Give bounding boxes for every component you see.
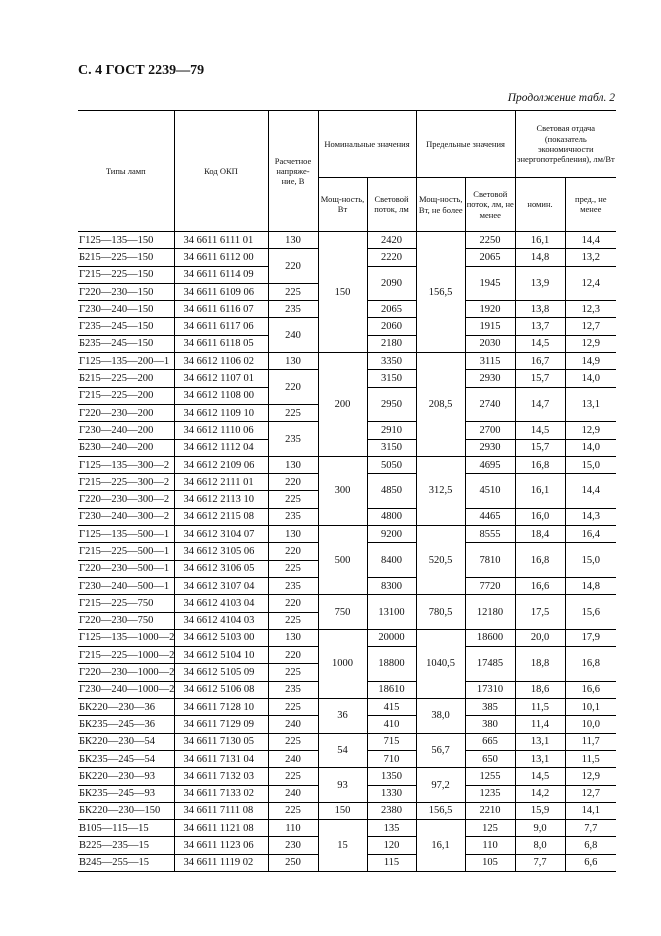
efficacy-nominal-cell: 14,5 [515,768,565,785]
nominal-flux-cell: 18610 [367,681,416,698]
nominal-flux-cell: 415 [367,699,416,716]
efficacy-limit-cell: 10,0 [565,716,616,733]
okp-code-cell: 34 6611 1123 06 [174,837,268,854]
header-limit-power: Мощ-ность, Вт, не более [417,178,467,231]
nominal-flux-cell: 715 [367,733,416,750]
design-voltage-cell: 225 [268,283,318,300]
limit-power-cell: 520,5 [416,526,465,595]
okp-code-cell: 34 6611 6114 09 [174,266,268,283]
efficacy-limit-cell: 14,1 [565,802,616,819]
limit-flux-cell: 105 [465,854,515,871]
efficacy-limit-cell: 14,3 [565,508,616,525]
design-voltage-cell: 225 [268,664,318,681]
okp-code-cell: 34 6611 6109 06 [174,283,268,300]
efficacy-nominal-cell: 7,7 [515,854,565,871]
table-continuation-note: Продолжение табл. 2 [507,92,615,104]
design-voltage-cell: 230 [268,837,318,854]
design-voltage-cell: 220 [268,647,318,664]
table-row [78,802,616,819]
page-title: С. 4 ГОСТ 2239—79 [78,63,205,78]
efficacy-nominal-cell: 14,5 [515,335,565,352]
limit-flux-cell: 1235 [465,785,515,802]
efficacy-limit-cell: 11,7 [565,733,616,750]
design-voltage-cell: 225 [268,733,318,750]
okp-code-cell: 34 6611 6111 01 [174,232,268,249]
lamp-type-cell: Г235—245—150 [78,318,174,335]
limit-flux-cell: 17485 [465,647,515,682]
lamp-type-cell: БК235—245—36 [78,716,174,733]
efficacy-nominal-cell: 11,5 [515,699,565,716]
design-voltage-cell: 235 [268,301,318,318]
okp-code-cell: 34 6612 1112 04 [174,439,268,456]
limit-power-cell: 16,1 [416,820,465,872]
okp-code-cell: 34 6612 4103 04 [174,595,268,612]
design-voltage-cell: 130 [268,526,318,543]
lamp-type-cell: Г220—230—300—2 [78,491,174,508]
efficacy-limit-cell: 15,6 [565,595,616,630]
limit-flux-cell: 4465 [465,508,515,525]
header-efficacy-nominal: номин. [515,177,565,231]
nominal-flux-cell: 115 [367,854,416,871]
okp-code-cell: 34 6612 4104 03 [174,612,268,629]
header-limit-flux: Световой поток, лм, не менее [466,189,514,220]
okp-code-cell: 34 6612 1106 02 [174,353,268,370]
limit-flux-cell: 7720 [465,577,515,594]
efficacy-nominal-cell: 20,0 [515,629,565,646]
limit-flux-cell: 12180 [465,595,515,630]
lamp-type-cell: Г215—225—750 [78,595,174,612]
okp-code-cell: 34 6612 1110 06 [174,422,268,439]
okp-code-cell: 34 6612 3104 07 [174,526,268,543]
design-voltage-cell: 235 [268,422,318,457]
nominal-power-cell: 300 [318,456,367,525]
efficacy-nominal-cell: 15,7 [515,439,565,456]
nominal-flux-cell: 18800 [367,647,416,682]
design-voltage-cell: 225 [268,404,318,421]
nominal-flux-cell: 2950 [367,387,416,422]
efficacy-limit-cell: 15,0 [565,543,616,578]
header-nominal-values: Номинальные значения [318,111,416,178]
header-efficacy-limit: пред., не менее [565,177,616,231]
nominal-flux-cell: 2910 [367,422,416,439]
efficacy-nominal-cell: 8,0 [515,837,565,854]
limit-flux-cell: 650 [465,750,515,767]
okp-code-cell: 34 6612 5104 10 [174,647,268,664]
limit-flux-cell: 7810 [465,543,515,578]
efficacy-nominal-cell: 15,7 [515,370,565,387]
limit-flux-cell: 2930 [465,370,515,387]
design-voltage-cell: 130 [268,629,318,646]
efficacy-nominal-cell: 13,7 [515,318,565,335]
okp-code-cell: 34 6612 5103 00 [174,629,268,646]
lamp-type-cell: Г215—225—1000—2 [78,647,174,664]
nominal-flux-cell: 3350 [367,353,416,370]
limit-flux-cell: 1255 [465,768,515,785]
design-voltage-cell: 220 [268,595,318,612]
limit-flux-cell: 2930 [465,439,515,456]
limit-flux-cell: 2030 [465,335,515,352]
nominal-flux-cell: 2380 [367,802,416,819]
efficacy-nominal-cell: 18,6 [515,681,565,698]
design-voltage-cell: 240 [268,318,318,353]
okp-code-cell: 34 6612 1109 10 [174,404,268,421]
limit-flux-cell: 8555 [465,526,515,543]
okp-code-cell: 34 6611 7131 04 [174,750,268,767]
lamp-type-cell: БК220—230—54 [78,733,174,750]
design-voltage-cell: 240 [268,750,318,767]
design-voltage-cell: 250 [268,854,318,871]
nominal-flux-cell: 3150 [367,439,416,456]
limit-flux-cell: 2700 [465,422,515,439]
efficacy-limit-cell: 14,9 [565,353,616,370]
efficacy-limit-cell: 6,8 [565,837,616,854]
limit-flux-cell: 18600 [465,629,515,646]
table-row [78,456,616,473]
okp-code-cell: 34 6612 5105 09 [174,664,268,681]
nominal-power-cell: 500 [318,526,367,595]
header-lamp-types: Типы ламп [78,111,174,232]
efficacy-nominal-cell: 14,2 [515,785,565,802]
efficacy-limit-cell: 12,4 [565,266,616,301]
lamp-type-cell: Г230—240—150 [78,301,174,318]
table-row [78,595,616,612]
limit-flux-cell: 1920 [465,301,515,318]
efficacy-limit-cell: 6,6 [565,854,616,871]
okp-code-cell: 34 6611 6118 05 [174,335,268,352]
efficacy-nominal-cell: 17,5 [515,595,565,630]
limit-power-cell: 1040,5 [416,629,465,698]
okp-code-cell: 34 6611 7132 03 [174,768,268,785]
okp-code-cell: 34 6612 2109 06 [174,456,268,473]
efficacy-limit-cell: 16,4 [565,526,616,543]
efficacy-limit-cell: 12,9 [565,335,616,352]
okp-code-cell: 34 6611 6117 06 [174,318,268,335]
efficacy-nominal-cell: 16,1 [515,474,565,509]
lamp-type-cell: Б215—225—150 [78,249,174,266]
limit-flux-cell: 2065 [465,249,515,266]
efficacy-limit-cell: 15,0 [565,456,616,473]
nominal-flux-cell: 4800 [367,508,416,525]
limit-flux-cell: 380 [465,716,515,733]
table-body [78,232,616,872]
efficacy-nominal-cell: 16,8 [515,543,565,578]
lamp-type-cell: Г215—225—150 [78,266,174,283]
design-voltage-cell: 240 [268,785,318,802]
nominal-power-cell: 93 [318,768,367,803]
nominal-flux-cell: 1350 [367,768,416,785]
limit-flux-cell: 110 [465,837,515,854]
nominal-flux-cell: 410 [367,716,416,733]
lamp-type-cell: Г125—135—500—1 [78,526,174,543]
limit-flux-cell: 1945 [465,266,515,301]
design-voltage-cell: 225 [268,768,318,785]
efficacy-nominal-cell: 16,8 [515,456,565,473]
table-row [78,232,616,249]
limit-power-cell: 56,7 [416,733,465,768]
lamp-parameters-table [78,110,616,872]
efficacy-limit-cell: 13,1 [565,387,616,422]
nominal-flux-cell: 2220 [367,249,416,266]
nominal-flux-cell: 2420 [367,232,416,249]
lamp-type-cell: БК220—230—36 [78,699,174,716]
design-voltage-cell: 225 [268,699,318,716]
lamp-type-cell: В225—235—15 [78,837,174,854]
efficacy-nominal-cell: 13,1 [515,750,565,767]
okp-code-cell: 34 6611 7129 09 [174,716,268,733]
okp-code-cell: 34 6611 7133 02 [174,785,268,802]
limit-flux-cell: 3115 [465,353,515,370]
table-row [78,526,616,543]
design-voltage-cell: 225 [268,491,318,508]
lamp-type-cell: Г220—230—150 [78,283,174,300]
nominal-power-cell: 150 [318,802,367,819]
header-limit-values: Предельные значения [417,111,515,178]
lamp-type-cell: В245—255—15 [78,854,174,871]
limit-power-cell: 780,5 [416,595,465,630]
lamp-type-cell: Б235—245—150 [78,335,174,352]
lamp-type-cell: Г230—240—300—2 [78,508,174,525]
efficacy-nominal-cell: 15,9 [515,802,565,819]
table-row [78,699,616,716]
design-voltage-cell: 235 [268,681,318,698]
efficacy-limit-cell: 11,5 [565,750,616,767]
lamp-type-cell: Г215—225—500—1 [78,543,174,560]
okp-code-cell: 34 6612 2115 08 [174,508,268,525]
header-nominal-power: Мощ-ность, Вт [318,177,367,231]
nominal-flux-cell: 1330 [367,785,416,802]
limit-power-cell: 156,5 [416,232,465,353]
efficacy-limit-cell: 12,7 [565,785,616,802]
lamp-type-cell: Г220—230—200 [78,404,174,421]
lamp-type-cell: Б230—240—200 [78,439,174,456]
lamp-type-cell: БК220—230—93 [78,768,174,785]
nominal-flux-cell: 13100 [367,595,416,630]
okp-code-cell: 34 6611 1119 02 [174,854,268,871]
limit-power-cell: 97,2 [416,768,465,803]
nominal-power-cell: 36 [318,699,367,734]
design-voltage-cell: 130 [268,353,318,370]
header-nominal-flux: Световой поток, лм [367,177,416,231]
nominal-power-cell: 750 [318,595,367,630]
nominal-flux-cell: 2060 [367,318,416,335]
nominal-flux-cell: 9200 [367,526,416,543]
design-voltage-cell: 220 [268,543,318,560]
lamp-type-cell: В105—115—15 [78,820,174,837]
okp-code-cell: 34 6612 3106 05 [174,560,268,577]
lamp-type-cell: Г125—135—1000—2 [78,629,174,646]
nominal-flux-cell: 135 [367,820,416,837]
header-efficacy: Световая отдача (показатель экономичности энергопотребления), лм/Вт [515,111,616,178]
efficacy-limit-cell: 12,9 [565,768,616,785]
efficacy-limit-cell: 16,6 [565,681,616,698]
lamp-type-cell: Б215—225—200 [78,370,174,387]
nominal-flux-cell: 8300 [367,577,416,594]
nominal-flux-cell: 20000 [367,629,416,646]
design-voltage-cell: 225 [268,612,318,629]
lamp-type-cell: Г220—230—750 [78,612,174,629]
nominal-flux-cell: 710 [367,750,416,767]
limit-power-cell: 312,5 [416,456,465,525]
nominal-flux-cell: 120 [367,837,416,854]
nominal-power-cell: 1000 [318,629,367,698]
efficacy-limit-cell: 7,7 [565,820,616,837]
efficacy-nominal-cell: 9,0 [515,820,565,837]
design-voltage-cell: 110 [268,820,318,837]
efficacy-nominal-cell: 13,9 [515,266,565,301]
lamp-type-cell: Г125—135—200—1 [78,353,174,370]
lamp-type-cell: Г215—225—300—2 [78,474,174,491]
header-limit-values-group [416,111,515,232]
okp-code-cell: 34 6611 1121 08 [174,820,268,837]
efficacy-limit-cell: 17,9 [565,629,616,646]
lamp-type-cell: БК235—245—54 [78,750,174,767]
limit-power-cell: 208,5 [416,353,465,457]
efficacy-limit-cell: 14,8 [565,577,616,594]
efficacy-limit-cell: 16,8 [565,647,616,682]
okp-code-cell: 34 6611 6112 00 [174,249,268,266]
limit-flux-cell: 125 [465,820,515,837]
limit-flux-cell: 665 [465,733,515,750]
efficacy-nominal-cell: 18,4 [515,526,565,543]
lamp-type-cell: БК235—245—93 [78,785,174,802]
efficacy-nominal-cell: 13,8 [515,301,565,318]
lamp-type-cell: Г215—225—200 [78,387,174,404]
table-row [78,353,616,370]
efficacy-nominal-cell: 14,8 [515,249,565,266]
okp-code-cell: 34 6611 7128 10 [174,699,268,716]
header-okp-code: Код ОКП [174,111,268,232]
efficacy-limit-cell: 14,0 [565,439,616,456]
table-row [78,629,616,646]
design-voltage-cell: 240 [268,716,318,733]
nominal-power-cell: 150 [318,232,367,353]
table-row [78,733,616,750]
nominal-power-cell: 54 [318,733,367,768]
efficacy-limit-cell: 14,4 [565,474,616,509]
okp-code-cell: 34 6611 7111 08 [174,802,268,819]
nominal-flux-cell: 3150 [367,370,416,387]
limit-flux-cell: 385 [465,699,515,716]
limit-power-cell: 38,0 [416,699,465,734]
efficacy-limit-cell: 14,4 [565,232,616,249]
okp-code-cell: 34 6611 6116 07 [174,301,268,318]
header-design-voltage: Расчетное напряже-ние, В [268,111,318,232]
nominal-flux-cell: 5050 [367,456,416,473]
lamp-type-cell: Г220—230—1000—2 [78,664,174,681]
efficacy-nominal-cell: 16,7 [515,353,565,370]
lamp-type-cell: БК220—230—150 [78,802,174,819]
limit-flux-cell: 2250 [465,232,515,249]
efficacy-nominal-cell: 18,8 [515,647,565,682]
lamp-type-cell: Г220—230—500—1 [78,560,174,577]
efficacy-limit-cell: 12,7 [565,318,616,335]
design-voltage-cell: 130 [268,232,318,249]
efficacy-nominal-cell: 11,4 [515,716,565,733]
efficacy-limit-cell: 13,2 [565,249,616,266]
efficacy-limit-cell: 10,1 [565,699,616,716]
limit-flux-cell: 2740 [465,387,515,422]
okp-code-cell: 34 6611 7130 05 [174,733,268,750]
limit-power-cell: 156,5 [416,802,465,819]
lamp-type-cell: Г230—240—200 [78,422,174,439]
limit-flux-cell: 4510 [465,474,515,509]
nominal-flux-cell: 2065 [367,301,416,318]
efficacy-nominal-cell: 13,1 [515,733,565,750]
limit-flux-cell: 17310 [465,681,515,698]
lamp-type-cell: Г230—240—1000—2 [78,681,174,698]
nominal-power-cell: 15 [318,820,367,872]
okp-code-cell: 34 6612 2111 01 [174,474,268,491]
efficacy-nominal-cell: 16,6 [515,577,565,594]
nominal-flux-cell: 8400 [367,543,416,578]
nominal-power-cell: 200 [318,353,367,457]
design-voltage-cell: 220 [268,249,318,284]
efficacy-nominal-cell: 16,1 [515,232,565,249]
lamp-type-cell: Г125—135—150 [78,232,174,249]
efficacy-nominal-cell: 16,0 [515,508,565,525]
lamp-type-cell: Г125—135—300—2 [78,456,174,473]
limit-flux-cell: 2210 [465,802,515,819]
design-voltage-cell: 235 [268,577,318,594]
efficacy-nominal-cell: 14,7 [515,387,565,422]
okp-code-cell: 34 6612 5106 08 [174,681,268,698]
design-voltage-cell: 220 [268,370,318,405]
okp-code-cell: 34 6612 1107 01 [174,370,268,387]
efficacy-limit-cell: 14,0 [565,370,616,387]
lamp-type-cell: Г230—240—500—1 [78,577,174,594]
okp-code-cell: 34 6612 2113 10 [174,491,268,508]
efficacy-limit-cell: 12,9 [565,422,616,439]
table-row [78,820,616,837]
okp-code-cell: 34 6612 1108 00 [174,387,268,404]
efficacy-nominal-cell: 14,5 [515,422,565,439]
table-row [78,768,616,785]
design-voltage-cell: 225 [268,560,318,577]
design-voltage-cell: 235 [268,508,318,525]
nominal-flux-cell: 4850 [367,474,416,509]
nominal-flux-cell: 2090 [367,266,416,301]
limit-flux-cell: 1915 [465,318,515,335]
design-voltage-cell: 225 [268,802,318,819]
okp-code-cell: 34 6612 3105 06 [174,543,268,560]
nominal-flux-cell: 2180 [367,335,416,352]
design-voltage-cell: 220 [268,474,318,491]
efficacy-limit-cell: 12,3 [565,301,616,318]
okp-code-cell: 34 6612 3107 04 [174,577,268,594]
limit-flux-cell: 4695 [465,456,515,473]
design-voltage-cell: 130 [268,456,318,473]
